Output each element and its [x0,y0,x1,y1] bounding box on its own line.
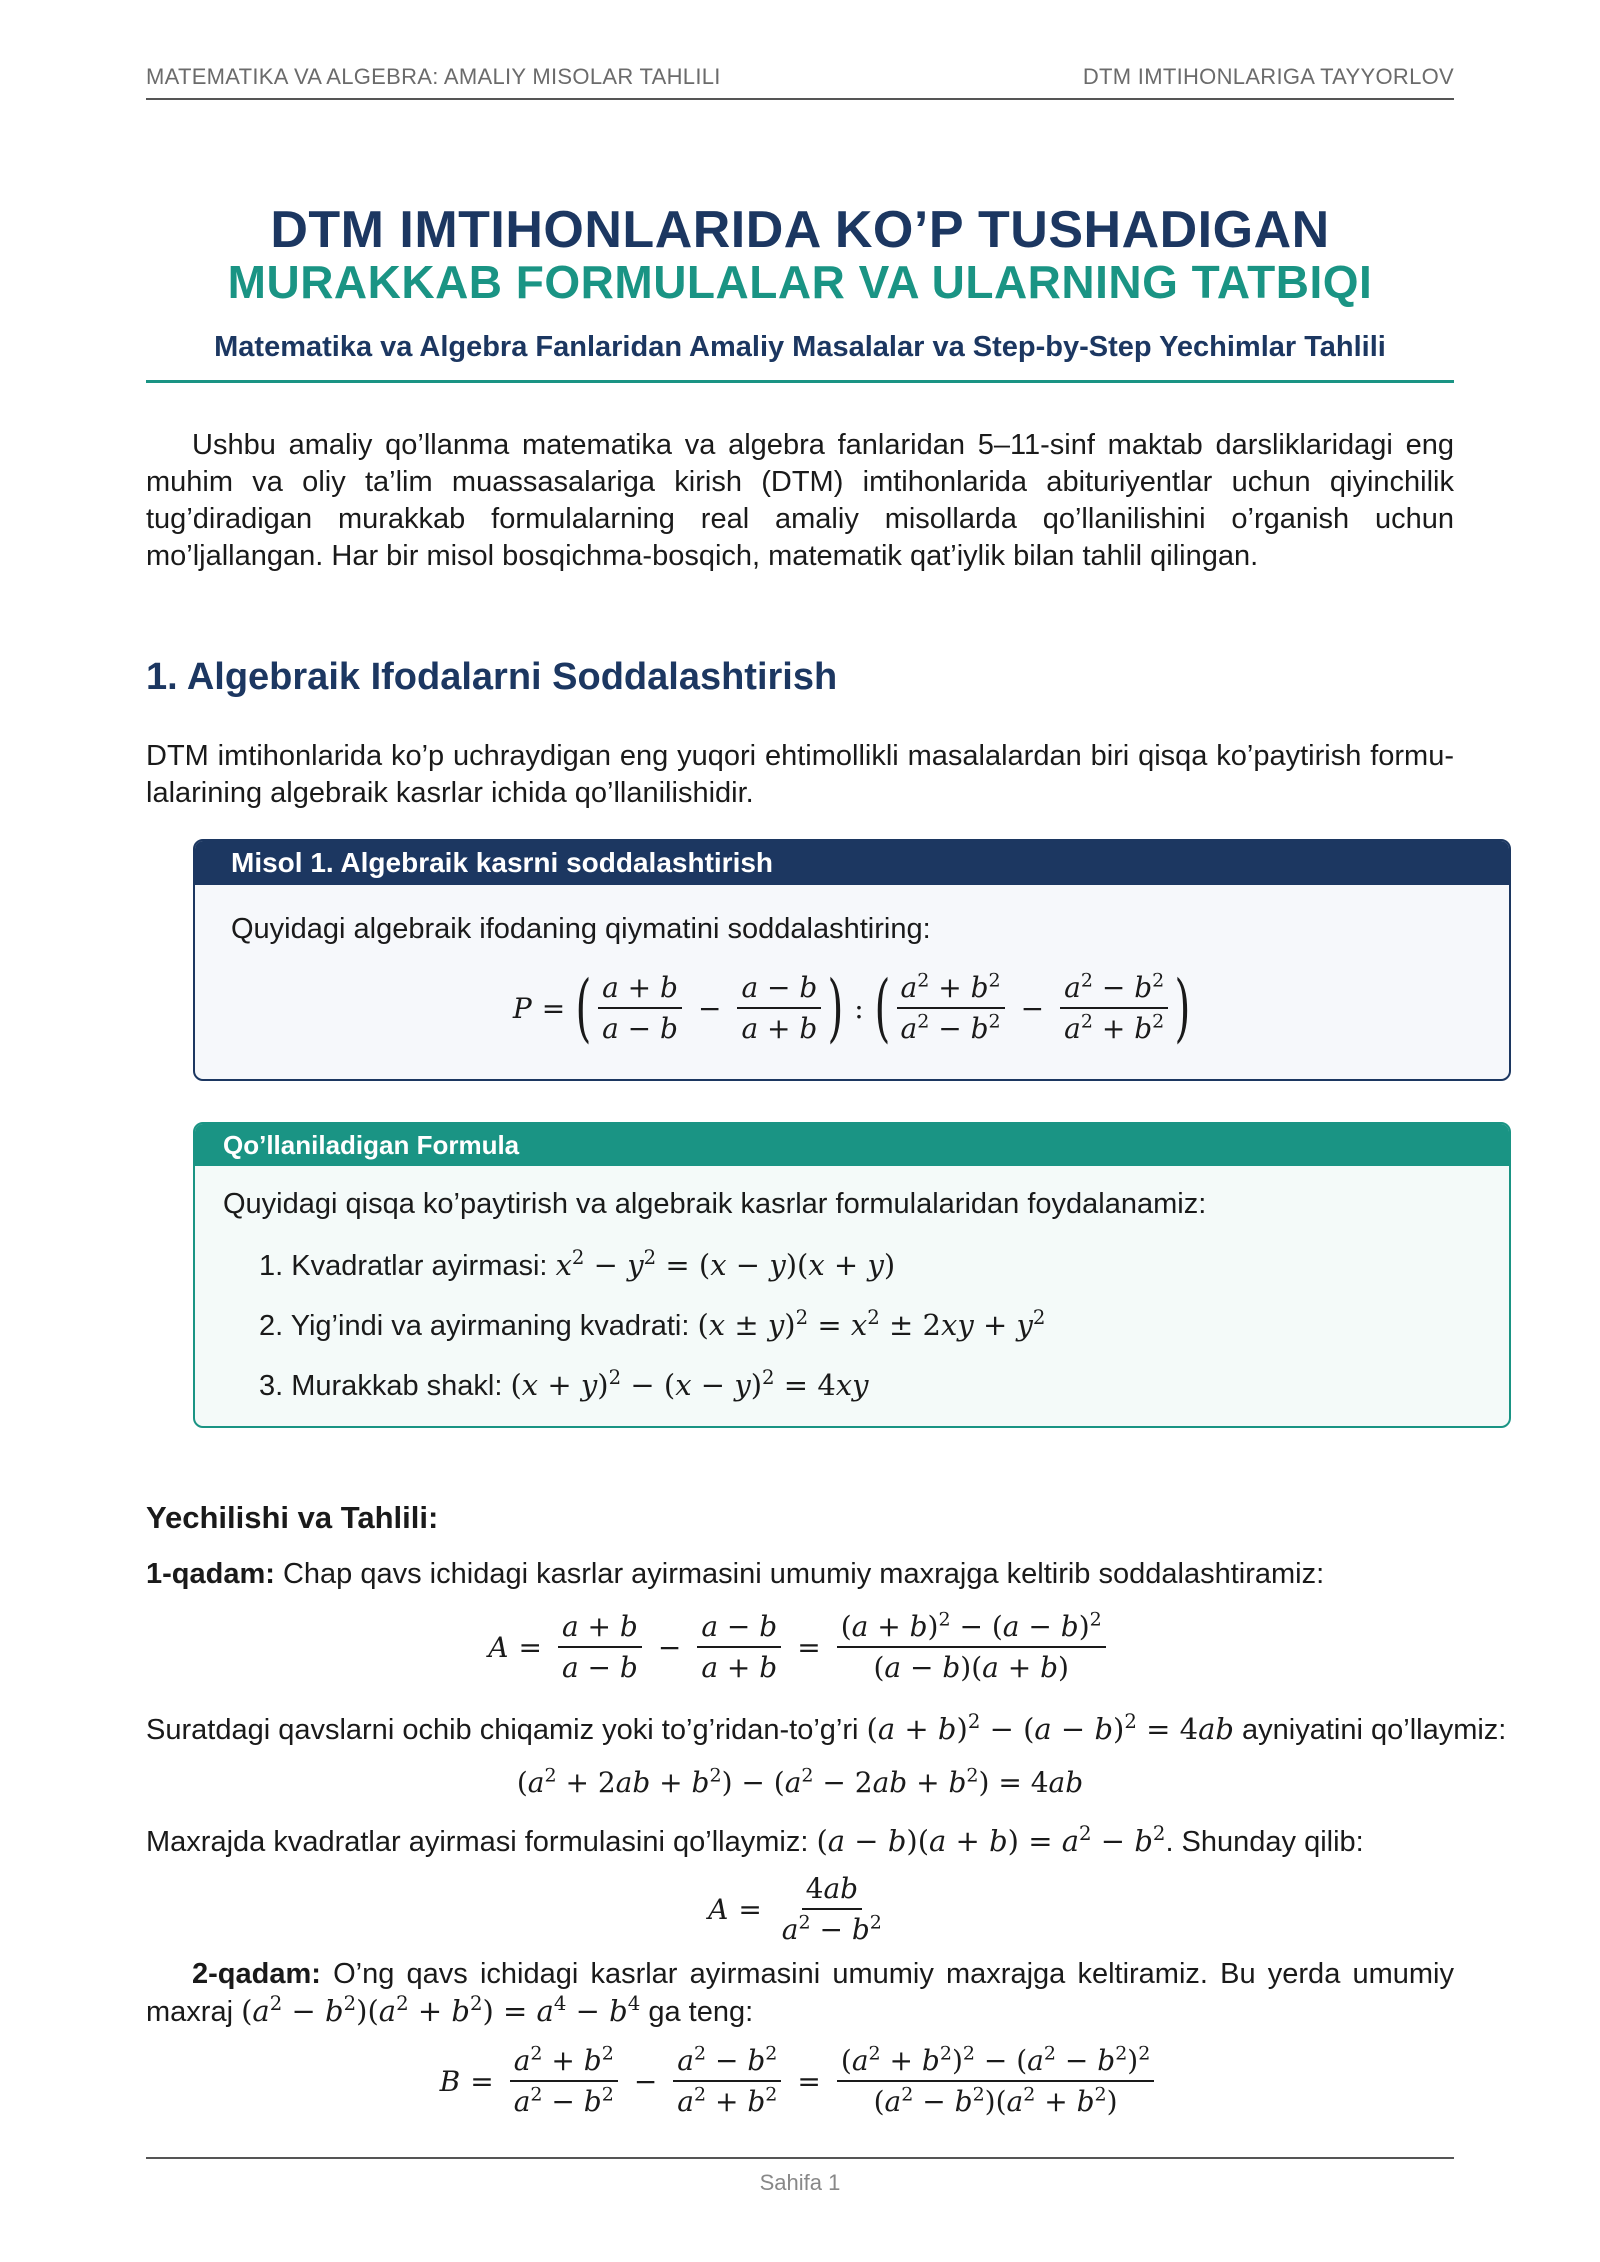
formula-item-3: 3. Murakkab shakl: $(x + y)^2 - (x - y)^2 = 4xy$ [259,1366,869,1402]
formula-heading: Qo’llaniladigan Formula [195,1124,1509,1166]
header-left-text: MATEMATIKA VA ALGEBRA: AMALIY MISOLAR TAHLILI [146,64,721,89]
page-number: Sahifa 1 [759,2170,841,2195]
formula-item-1: 1. Kvadratlar ayirmasi: $x^2 - y^2 = (x - y)(x + y)$ [259,1246,896,1282]
section-intro: DTM imtihonlarida ko’p uchraydigan eng yuqori ehtimollikli masalalardan biri qisqa ko’paytirish formu-lalarining algebraik kasrlar ichida qo’llanilishidir. [146,740,1454,809]
step2-equation: B = $\frac{a^2 + b^2}{a^2 - b^2}$ − $\frac{a^2 - b^2}{a^2 + b^2}$ = $\frac{(a^2 + b^2)^2 - (a^2 - b^2)^2}{(a^2 - b^2)(a^2 + b^2)}$ [0,2044,1600,2118]
title-line-1: DTM IMTIHONLARIDA KO’P TUSHADIGAN [270,201,1330,259]
solution-title: Yechilishi va Tahlili: [146,1500,439,1535]
step1-equation: A = $\frac{a + b}{a - b}$ − $\frac{a - b}{a + b}$ = $\frac{(a + b)^2 - (a - b)^2}{(a - b)(a + b)}$ [0,1610,1600,1684]
expansion-equation: $(a^2 + 2ab + b^2) - (a^2 - 2ab + b^2) = 4ab$ [516,1764,1084,1799]
footer-rule [146,2157,1454,2159]
example-equation: P = ( $\frac{a + b}{a - b}$ − $\frac{a - b}{a + b}$ ) : ( $\frac{a^2 + b^2}{a^2 - b^2}$ − $\frac{a^2 - b^2}{a^2 + b^2}$ ) [512,965,1191,1051]
identity-line: Suratdagi qavslarni ochib chiqamiz yoki to’g’ridan-to’g’ri $(a + b)^2 - (a - b)^2 = 4ab$ ayniyatini qo’llaymiz: [146,1710,1507,1746]
example-text: Quyidagi algebraik ifodaning qiymatini soddalashtiring: [231,913,931,945]
running-header [146,64,1454,100]
a-result-equation: A = $\frac{4ab}{a^2 - b^2}$ [708,1872,882,1946]
step1-line: 1-qadam: Chap qavs ichidagi kasrlar ayirmasini umumiy maxrajga keltirib soddalashtiramiz: [146,1558,1325,1590]
formula-text: Quyidagi qisqa ko’paytirish va algebraik kasrlar formulalaridan foydalanamiz: [223,1188,1207,1220]
header-right-text: DTM IMTIHONLARIGA TAYYORLOV [1082,64,1454,89]
example-box [193,839,1511,1081]
subtitle: Matematika va Algebra Fanlaridan Amaliy Masalalar va Step-by-Step Yechimlar Tahlili [214,331,1386,363]
section-title: 1. Algebraik Ifodalarni Soddalashtirish [146,656,838,698]
step2-paragraph: 2-qadam: O’ng qavs ichidagi kasrlar ayirmasini umumiy maxrajga keltiramiz. Bu yerda umumiy maxraj $(a^2 - b^2)(a^2 + b^2) = a^4 - b^4$ ga teng: [146,1958,1454,2028]
formula-item-2: 2. Yig’indi va ayirmaning kvadrati: $(x \pm y)^2 = x^2 \pm 2xy + y^2$ [259,1306,1046,1342]
intro-paragraph: Ushbu amaliy qo’llanma matematika va algebra fanlaridan 5–11-sinf maktab darsliklaridagi eng muhim va oliy ta’lim muassasalariga kirish (DTM) imtihonlarida abituriyentlar uchun qiyinchilik tug’diradigan murakkab formulalarning real amaliy misollarda qo’llanilishini o’rganish uchun mo’ljallangan. Har bir misol bosqichma-bosqich, matematik qat’iylik bilan tahlil qilingan. [146,429,1454,572]
formula-box [193,1122,1511,1428]
title-line-2: MURAKKAB FORMULALAR VA ULARNING TATBIQI [227,256,1373,308]
title-divider [146,380,1454,383]
example-heading: Misol 1. Algebraik kasrni soddalashtirish [195,841,1509,885]
denominator-line: Maxrajda kvadratlar ayirmasi formulasini qo’llaymiz: $(a - b)(a + b) = a^2 - b^2$. Shunday qilib: [146,1822,1364,1858]
